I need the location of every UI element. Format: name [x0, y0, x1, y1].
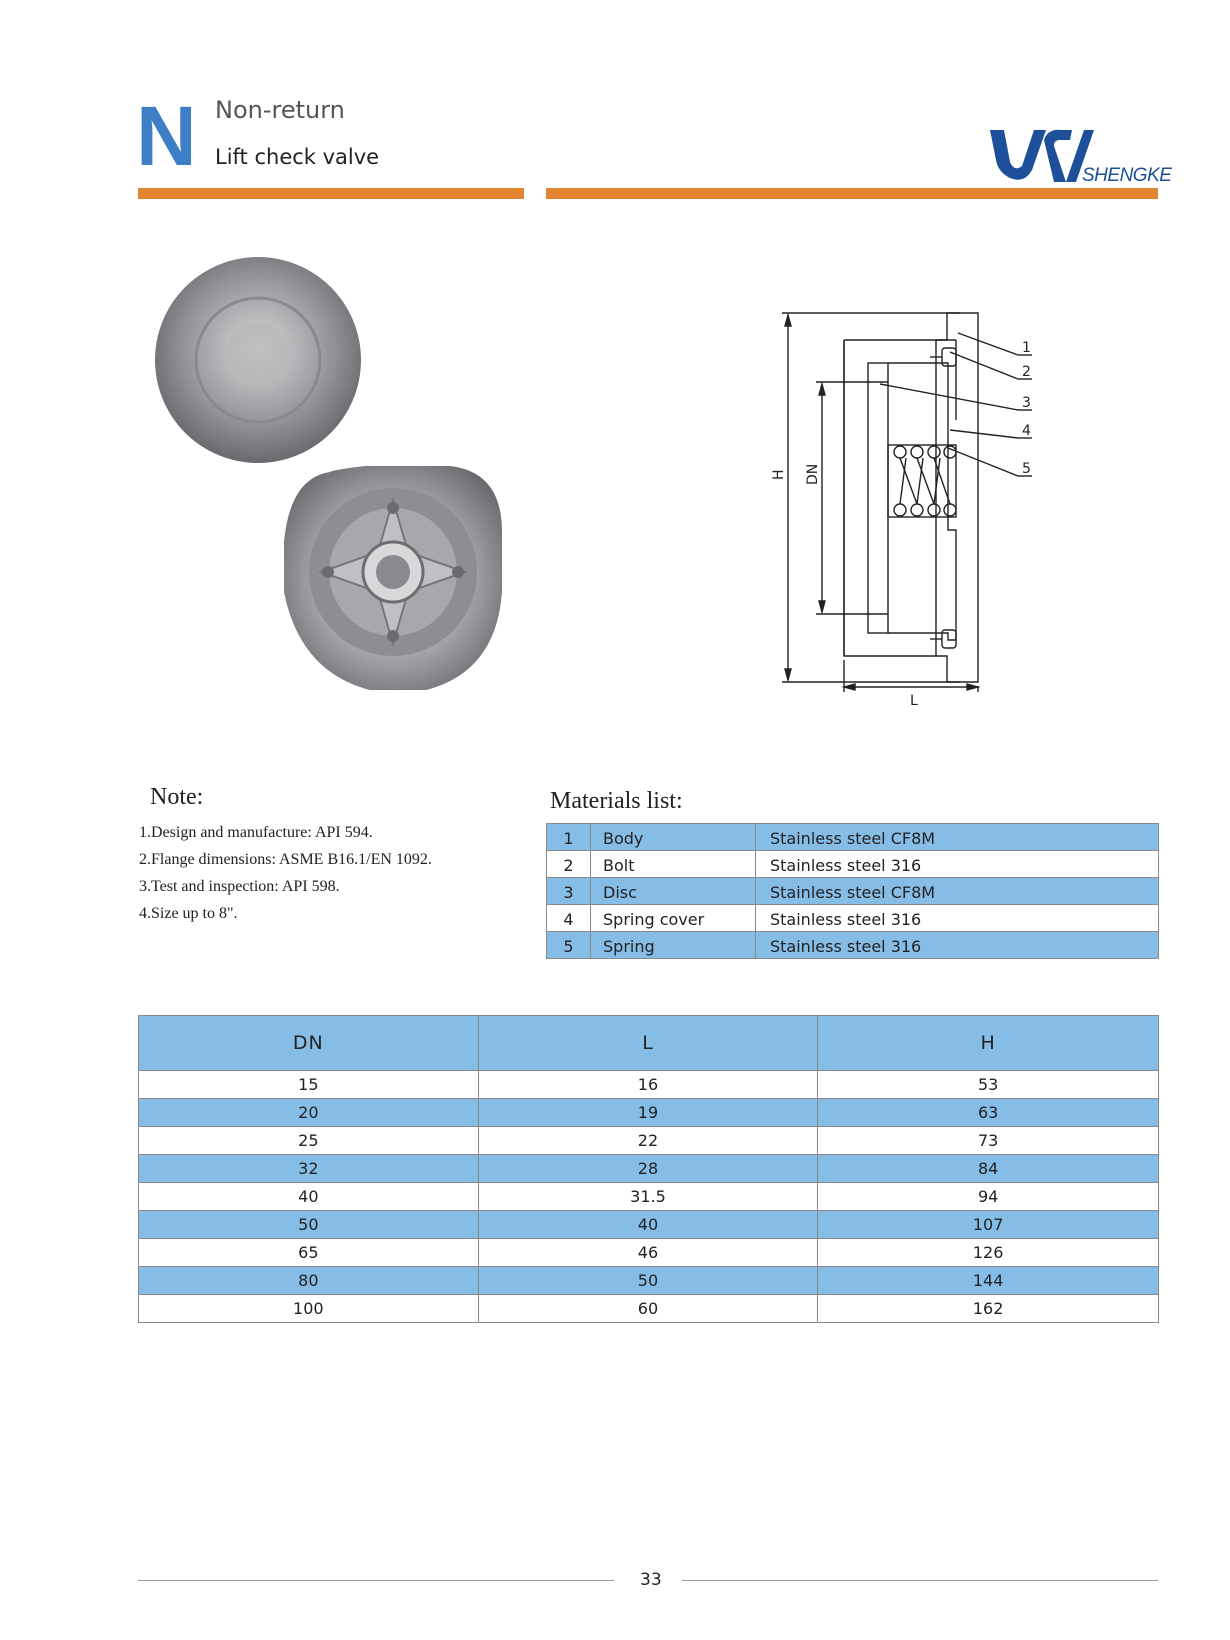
table-row [547, 878, 1159, 905]
table-cell: 65 [139, 1239, 479, 1267]
table-cell: 1 [547, 824, 591, 851]
table-cell: Bolt [591, 851, 756, 878]
product-title: Lift check valve [215, 145, 380, 169]
materials-table [546, 823, 1159, 959]
valve-section-drawing [760, 300, 1060, 720]
callout-3: 3 [1022, 395, 1031, 411]
table-cell: Stainless steel 316 [756, 932, 1159, 959]
table-cell: 16 [478, 1071, 818, 1099]
table-cell: 80 [139, 1267, 479, 1295]
table-header-row [139, 1016, 1159, 1071]
note-item: 1.Design and manufacture: API 594. [139, 824, 373, 841]
table-cell: 50 [478, 1267, 818, 1295]
shengke-logo-icon [988, 126, 1094, 184]
table-cell: Body [591, 824, 756, 851]
note-title: Note: [150, 784, 204, 810]
table-row [139, 1127, 1159, 1155]
dimensions-table [138, 1015, 1159, 1323]
table-cell: Disc [591, 878, 756, 905]
table-cell: 32 [139, 1155, 479, 1183]
note-item: 4.Size up to 8". [139, 905, 238, 922]
footer-line-left [138, 1580, 614, 1581]
table-cell: 84 [818, 1155, 1159, 1183]
header-bar-right [546, 188, 1158, 199]
table-row [139, 1267, 1159, 1295]
header-bar-left [138, 188, 524, 199]
valve-back-photo [284, 466, 502, 690]
label-h: H [771, 469, 787, 480]
table-cell: Spring [591, 932, 756, 959]
callout-5: 5 [1022, 461, 1031, 477]
note-item: 3.Test and inspection: API 598. [139, 878, 340, 895]
table-row [139, 1155, 1159, 1183]
table-cell: 5 [547, 932, 591, 959]
table-cell: 15 [139, 1071, 479, 1099]
table-cell: 126 [818, 1239, 1159, 1267]
table-cell: 107 [818, 1211, 1159, 1239]
header-h: H [818, 1016, 1159, 1071]
table-cell: 31.5 [478, 1183, 818, 1211]
note-item: 2.Flange dimensions: ASME B16.1/EN 1092. [139, 851, 432, 868]
header-l: L [478, 1016, 818, 1071]
callout-1: 1 [1022, 340, 1031, 356]
table-row [547, 824, 1159, 851]
table-cell: 53 [818, 1071, 1159, 1099]
table-cell: 94 [818, 1183, 1159, 1211]
footer-line-right [682, 1580, 1158, 1581]
table-cell: 19 [478, 1099, 818, 1127]
table-cell: 28 [478, 1155, 818, 1183]
table-row [139, 1071, 1159, 1099]
table-row [139, 1099, 1159, 1127]
label-dn: DN [805, 463, 821, 485]
table-cell: 20 [139, 1099, 479, 1127]
table-cell: 25 [139, 1127, 479, 1155]
table-cell: Stainless steel 316 [756, 905, 1159, 932]
table-cell: 22 [478, 1127, 818, 1155]
brand-name: SHENGKE [1082, 165, 1172, 186]
materials-title: Materials list: [550, 788, 683, 814]
table-row [139, 1211, 1159, 1239]
table-row [547, 905, 1159, 932]
table-cell: Spring cover [591, 905, 756, 932]
table-row [139, 1295, 1159, 1323]
table-cell: 3 [547, 878, 591, 905]
label-l: L [910, 693, 918, 709]
valve-front-photo [155, 257, 361, 463]
table-row [139, 1183, 1159, 1211]
table-cell: 73 [818, 1127, 1159, 1155]
category-title: Non-return [215, 96, 345, 124]
table-cell: 100 [139, 1295, 479, 1323]
table-cell: 4 [547, 905, 591, 932]
table-cell: 46 [478, 1239, 818, 1267]
table-cell: Stainless steel CF8M [756, 824, 1159, 851]
table-cell: 144 [818, 1267, 1159, 1295]
callout-2: 2 [1022, 364, 1031, 380]
table-row [547, 851, 1159, 878]
table-cell: 50 [139, 1211, 479, 1239]
table-cell: 40 [139, 1183, 479, 1211]
table-row [547, 932, 1159, 959]
callout-4: 4 [1022, 423, 1031, 439]
page-number: 33 [640, 1570, 662, 1590]
table-cell: 2 [547, 851, 591, 878]
table-cell: 63 [818, 1099, 1159, 1127]
table-cell: Stainless steel CF8M [756, 878, 1159, 905]
table-cell: 162 [818, 1295, 1159, 1323]
valve-photos [150, 252, 520, 692]
table-cell: 40 [478, 1211, 818, 1239]
table-cell: Stainless steel 316 [756, 851, 1159, 878]
header-dn: DN [139, 1016, 479, 1071]
table-row [139, 1239, 1159, 1267]
section-letter: N [136, 89, 197, 183]
table-cell: 60 [478, 1295, 818, 1323]
